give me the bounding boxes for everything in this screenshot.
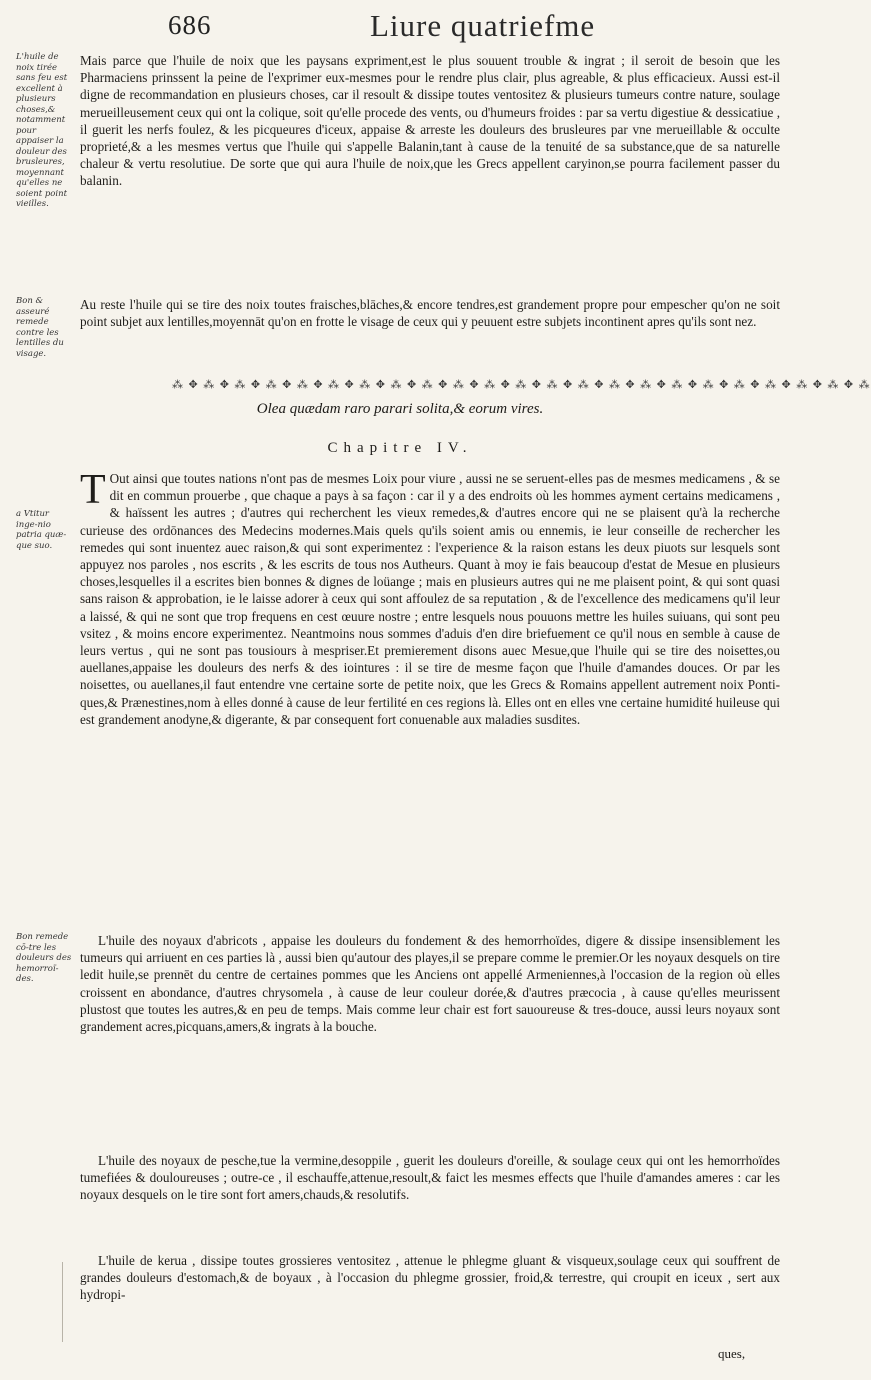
margin-rule — [62, 1262, 81, 1342]
paragraph-apricot-oil — [80, 932, 780, 1035]
paragraph-text — [80, 467, 780, 728]
paragraph-text: Mais parce que l'huile de noix que les paysans expriment,est le plus souuent trouble & ingrat ; il seroit de besoin que les Pharmaciens prinssent la peine de l'exprimer eux-mesmes pour le rendre plus clair, plus agreable, & plus efficacieux. Aussi est-il digne de recommandation en plusieurs choses, car il resoult & dissipe toutes ventositez & plusieurs tumeurs contre nature, soulage merueilleusement ceux qui ont la colique, soit qu'elle procede des vents, ou d'humeurs froides : par sa vertu digestiue & dessicatiue , il guerit les nerfs foulez, & les picqueures d'iceux, appaise & arreste les douleurs des brusleures par vne merueillable & occulte proprieté,& a les mesmes vertus que l'huile qui s'appelle Balanin,tant à cause de la tenuité de sa substance,que de sa naturelle chaleur & vertu resolutiue. De sorte que qui aura l'huile de noix,que les Grecs appellent caryinon,se pourra facilement passer du balanin. — [80, 53, 780, 189]
paragraph-chapter-opening — [80, 467, 780, 728]
page-header — [0, 8, 800, 48]
margin-note-walnut-oil: L'huile de noix tirée sans feu est excellent à plusieurs choses,& notamment pour appaiser la douleur des brusleures, moyennant qu'elles ne soient point vieilles. — [16, 52, 68, 209]
paragraph-text: L'huile des noyaux d'abricots , appaise les douleurs du fondement & des hemorrhoïdes, digere & dissipe insensiblement les tumeurs qui arriuent en ces parties là , aussi bien qu'autour des playes,il se prepare comme le premier.Or les noyaux desquels on tire ledit huile,se prennēt du centre de certaines pommes que les Anciens ont appellé Armeniennes,à l'occasion de la region où elles croissent en abondance, d'autres chrysomela , à cause de leur couleur dorée,& d'autres præcocia , à cause qu'elles meurissent plustost que toutes les autres,& en peu de temps. Mais comme leur chair est fort sauoureuse & tres-douce, aussi leurs noyaux sont grandement acres,picquans,amers,& ingrats à la bouche. — [80, 933, 780, 1035]
paragraph-text: Au reste l'huile qui se tire des noix toutes fraisches,blāches,& encore tendres,est grandement propre pour empescher qu'on ne soit point subjet aux lentilles,moyennāt qu'on en frotte le visage de ceux qui y peuuent estre subjets incontinent apres qu'ils sont nez. — [80, 297, 780, 330]
page-number: 686 — [168, 10, 212, 40]
drop-cap: T — [80, 467, 106, 513]
chapter-heading: Chapitre IV. — [327, 440, 473, 456]
margin-note-hemorrhoids: Bon remede cō-tre les douleurs des hemorroï-des. — [16, 932, 72, 984]
paragraph-body: Out ainsi que toutes nations n'ont pas de mesmes Loix pour viure , aussi ne se seruent-elles pas de mesmes medicamens , & se dit en commun prouerbe , que chaque a pays à sa façon : car il y a des endroits où les hommes ayment certains medicamens , & haïssent les autres ; d'autres qui recherchent les vieux remedes,& d'autres encore qui ne se plaisent qu'à la recherche curieuse des ordōnances des Medecins modernes.Mais quels qu'ils soient amis ou ennemis, ie leur conseille de rechercher les remedes qui sont inuentez auec raison,& qui sont experimentez : l'experience & la raison estans les deux piuots sur lesquels sont appuyez nos paroles , nos escrits , & les escrits de tous nos Autheurs. Quant à moy ie fais beaucoup d'estat de Mesue en plusieurs choses,lesquelles il a escrites bien bonnes & dignes de loüange ; mais en plusieurs autres qui ne me plaisent point, & qui sont quasi sans raison & approbation, ie le laisse adorer à ceux qui sont affoulez de sa reputation , & de l'excellence des medicamens qu'il leur a laissé, & qui ne sont que trop frequens en cest œuure nostre ; entre lesquels nous pouuons mettre les huiles suiuans, qui sont peu vsitez , & moins encore experimentez. Neantmoins nous sommes d'aduis d'en dire briefuement ce qu'il nous en semble à cause de leurs vertus , qui ne sont pas tousiours à mespriser.Et premierement disons auec Mesue,que l'huile qui se tire des noisettes,ou auellanes,appaise les douleurs des nerfs & des iointures : il se tire de mesme façon que l'huile d'amandes douces. Or par les noisettes, ou auellanes,il faut entendre vne certaine sorte de petite noix, que les Grecs & Romains appellent autrement noix Ponti-ques,& Prænestines,nom à elles donné à cause de leur fertilité en ces regions là. Elles ont en elles vne certaine humidité huileuse qui est grandement anodyne,& digerante, & par consequent fort conuenable aux maladies susdites. — [80, 471, 780, 727]
catchword: ques, — [718, 1346, 746, 1361]
paragraph-text: L'huile des noyaux de pesche,tue la vermine,desoppile , guerit les douleurs d'oreille, & soulage ceux qui ont les hemorrhoïdes tumefiées & douloureuses ; outre-ce , il eschauffe,attenue,resoult,& faict les mesmes effects que l'huile d'amandes ameres : car les noyaux desquels on le tire sont fort amers,chauds,& resolutifs. — [80, 1153, 780, 1203]
margin-note-freckles-remedy: Bon & asseuré remede contre les lentilles du visage. — [16, 296, 64, 359]
ornamental-divider: ⁂ ✥ ⁂ ✥ ⁂ ✥ ⁂ ✥ ⁂ ✥ ⁂ ✥ ⁂ ✥ ⁂ ✥ ⁂ ✥ ⁂ ✥ ⁂ ✥ ⁂ ✥ ⁂ ✥ ⁂ ✥ ⁂ ✥ ⁂ ✥ ⁂ ✥ ⁂ ✥ ⁂ ✥ ⁂ ✥ ⁂ ✥ ⁂ ✥ ⁂ — [172, 378, 871, 391]
paragraph-walnut-oil — [80, 52, 780, 190]
paragraph-peach-oil — [80, 1152, 780, 1204]
margin-note-proverb: a Vtitur inge-nio patria quæ-que suo. — [16, 509, 67, 551]
paragraph-fresh-walnuts — [80, 296, 780, 330]
chapter-latin-title: Olea quædam raro parari solita,& eorum vires. — [256, 401, 544, 417]
paragraph-kerua-oil — [80, 1252, 780, 1304]
paragraph-text: L'huile de keruа , dissipe toutes grossieres ventositez , attenue le phlegme gluant & visqueux,soulage ceux qui souffrent de grandes douleurs d'estomach,& de boyaux , à l'occasion du phlegme grossier, froid,& terrestre, qui croupit en iceux , sert aux hydropi- — [80, 1253, 780, 1303]
running-title: Liure quatriefme — [370, 8, 596, 43]
